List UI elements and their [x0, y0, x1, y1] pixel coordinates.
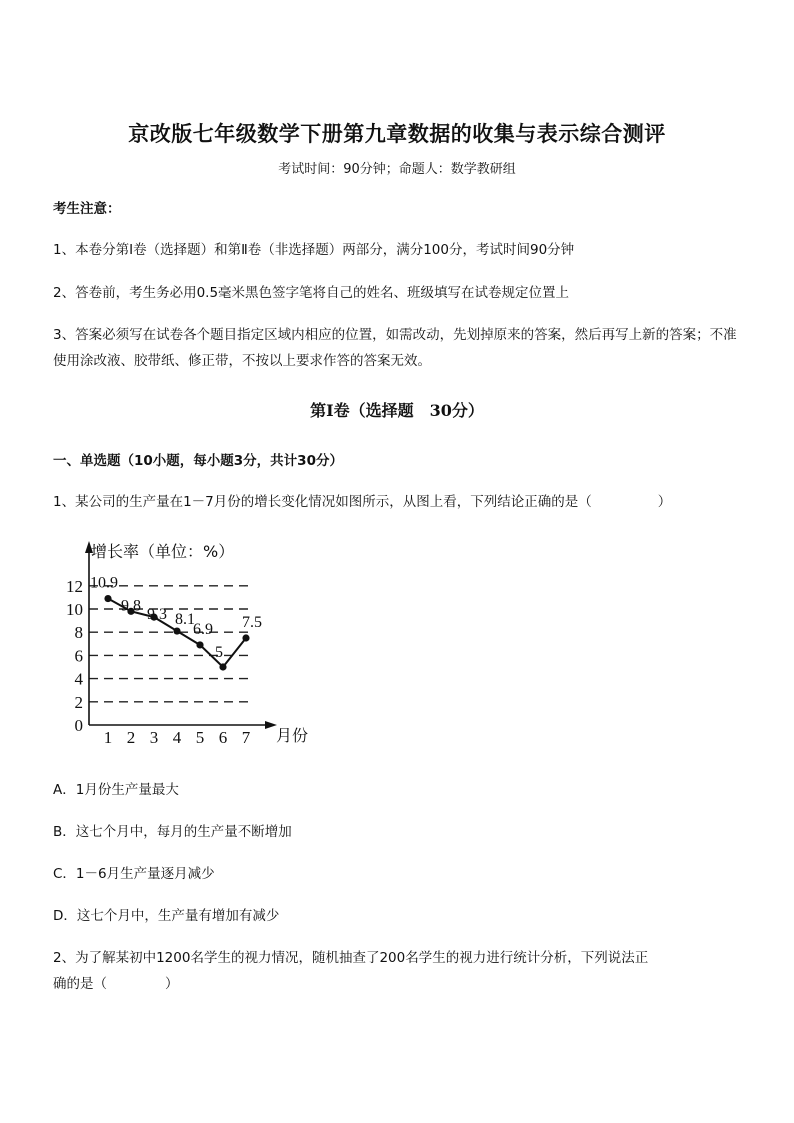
data-label: 9.8: [121, 597, 141, 615]
y-tick-label: 4: [74, 669, 83, 689]
data-label: 5: [215, 644, 223, 661]
option-a[interactable]: A．1月份生产量最大: [53, 782, 179, 798]
question-1-text: 1、某公司的生产量在1－7月份的增长变化情况如图所示，从图上看，下列结论正确的是（: [53, 494, 592, 510]
x-tick-label: 4: [172, 728, 182, 747]
section-title: 第Ⅰ卷（选择题 30分）: [310, 401, 484, 420]
data-point: [173, 627, 180, 634]
question-2-line-1: 2、为了解某初中1200名学生的视力情况，随机抽查了200名学生的视力进行统计分析，下列说法正: [53, 950, 649, 966]
y-tick-label: 10: [66, 600, 83, 619]
option-b[interactable]: B．这七个月中，每月的生产量不断增加: [53, 824, 292, 840]
chart-data-labels: [90, 575, 262, 661]
chart-title: 增长率（单位：%）: [91, 542, 235, 561]
data-label: 6.9: [193, 620, 213, 638]
chart-gridlines: [89, 586, 253, 702]
x-tick-label: 3: [149, 728, 159, 747]
x-tick-label: 1: [103, 728, 113, 747]
data-point: [104, 595, 111, 602]
page-title: 京改版七年级数学下册第九章数据的收集与表示综合测评: [128, 121, 666, 146]
notice-heading: 考生注意：: [53, 201, 121, 217]
data-point: [196, 641, 203, 648]
chart-x-ticks: [104, 728, 251, 747]
data-label: 7.5: [242, 614, 262, 631]
option-c[interactable]: C．1－6月生产量逐月减少: [53, 866, 215, 882]
x-tick-label: 2: [126, 728, 136, 747]
y-tick-label: 6: [74, 646, 83, 666]
chart-x-label: 月份: [276, 726, 309, 745]
y-tick-label: 2: [74, 692, 83, 712]
question-1-close: ）: [657, 494, 672, 510]
notice-item-2: 2、答卷前，考生务必用0.5毫米黑色签字笔将自己的姓名、班级填写在试卷规定位置上: [53, 285, 570, 301]
data-point: [219, 663, 226, 670]
option-d[interactable]: D．这七个月中，生产量有增加有减少: [53, 908, 280, 924]
data-point: [242, 634, 249, 641]
y-tick-label: 8: [74, 623, 83, 643]
growth-rate-chart: [55, 535, 335, 750]
part-heading: 一、单选题（10小题，每小题3分，共计30分）: [53, 453, 343, 469]
notice-item-1: 1、本卷分第Ⅰ卷（选择题）和第Ⅱ卷（非选择题）两部分，满分100分，考试时间90分钟: [53, 242, 575, 258]
question-1-stem: [53, 489, 743, 515]
question-2-text: 确的是（: [53, 976, 107, 992]
data-label: 9.3: [147, 606, 167, 624]
notice-item-3: 3、答案必须写在试卷各个题目指定区域内相应的位置，如需改动，先划掉原来的答案，然后再写上新的答案；不准使用涂改液、胶带纸、修正带，不按以上要求作答的答案无效。: [53, 327, 737, 369]
data-label: 10.9: [90, 574, 118, 592]
question-2-line-2: [53, 971, 743, 997]
x-tick-label: 7: [241, 728, 251, 747]
chart-axes: [85, 541, 277, 729]
y-tick-label: 0: [74, 716, 83, 735]
question-2-stem: [53, 945, 743, 997]
y-tick-label: 12: [66, 576, 83, 596]
data-label: 8.1: [175, 611, 195, 629]
question-2-close: ）: [165, 976, 179, 992]
x-tick-label: 5: [195, 728, 205, 747]
chart-y-ticks: [66, 577, 84, 735]
exam-info: 考试时间：90分钟；命题人：数学教研组: [278, 162, 516, 177]
x-tick-label: 6: [218, 728, 228, 747]
